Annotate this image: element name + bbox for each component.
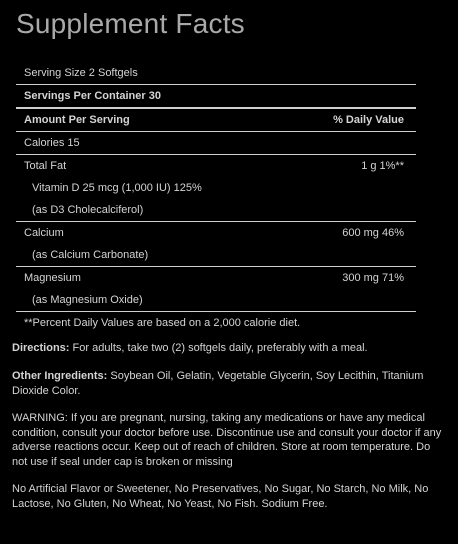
- calories-row: Calories 15: [24, 137, 80, 149]
- magnesium-row: [16, 267, 416, 289]
- vitamin-d-row: Vitamin D 25 mcg (1,000 IU) 125%: [32, 182, 202, 194]
- amount-per-serving-header: Amount Per Serving: [24, 114, 130, 126]
- warning-text: WARNING: If you are pregnant, nursing, taking any medications or have any medical condition, consult your doctor before use. Discontinue use and consult your doctor if any adverse reactions occur. Keep out of reach of children. Store at room temperature. Do not use if seal under cap is broken or missing: [12, 412, 442, 468]
- daily-value-header: % Daily Value: [333, 114, 404, 126]
- total-fat-row: [16, 155, 416, 177]
- total-fat-label: Total Fat: [24, 160, 67, 172]
- supplement-facts-table: [16, 62, 416, 334]
- other-ingredients: [12, 369, 444, 398]
- servings-per-container: Servings Per Container 30: [24, 90, 161, 102]
- page-title: Supplement Facts: [16, 8, 245, 39]
- magnesium-value: 300 mg 71%: [342, 272, 404, 284]
- magnesium-source: (as Magnesium Oxide): [32, 294, 143, 306]
- directions-label: Directions:: [12, 342, 70, 354]
- vitamin-d-source: (as D3 Cholecalciferol): [32, 204, 144, 216]
- calcium-row: [16, 222, 416, 244]
- calcium-source: (as Calcium Carbonate): [32, 249, 149, 261]
- calcium-label: Calcium: [24, 227, 64, 239]
- calcium-value: 600 mg 46%: [342, 227, 404, 239]
- free-from-text: No Artificial Flavor or Sweetener, No Preservatives, No Sugar, No Starch, No Milk, No Lactose, No Gluten, No Wheat, No Yeast, No Fish. Sodium Free.: [12, 483, 429, 510]
- other-ingredients-label: Other Ingredients:: [12, 370, 108, 382]
- magnesium-label: Magnesium: [24, 272, 81, 284]
- daily-value-footnote: **Percent Daily Values are based on a 2,000 calorie diet.: [24, 317, 301, 329]
- total-fat-value: 1 g 1%**: [361, 160, 404, 172]
- directions-text: For adults, take two (2) softgels daily, preferably with a meal.: [69, 342, 368, 354]
- other-ingredients-text: Soybean Oil, Gelatin, Vegetable Glycerin, Soy Lecithin, Titanium Dioxide Color.: [12, 370, 424, 397]
- table-header: [16, 109, 416, 131]
- serving-size: Serving Size 2 Softgels: [24, 67, 138, 79]
- directions: [12, 341, 444, 356]
